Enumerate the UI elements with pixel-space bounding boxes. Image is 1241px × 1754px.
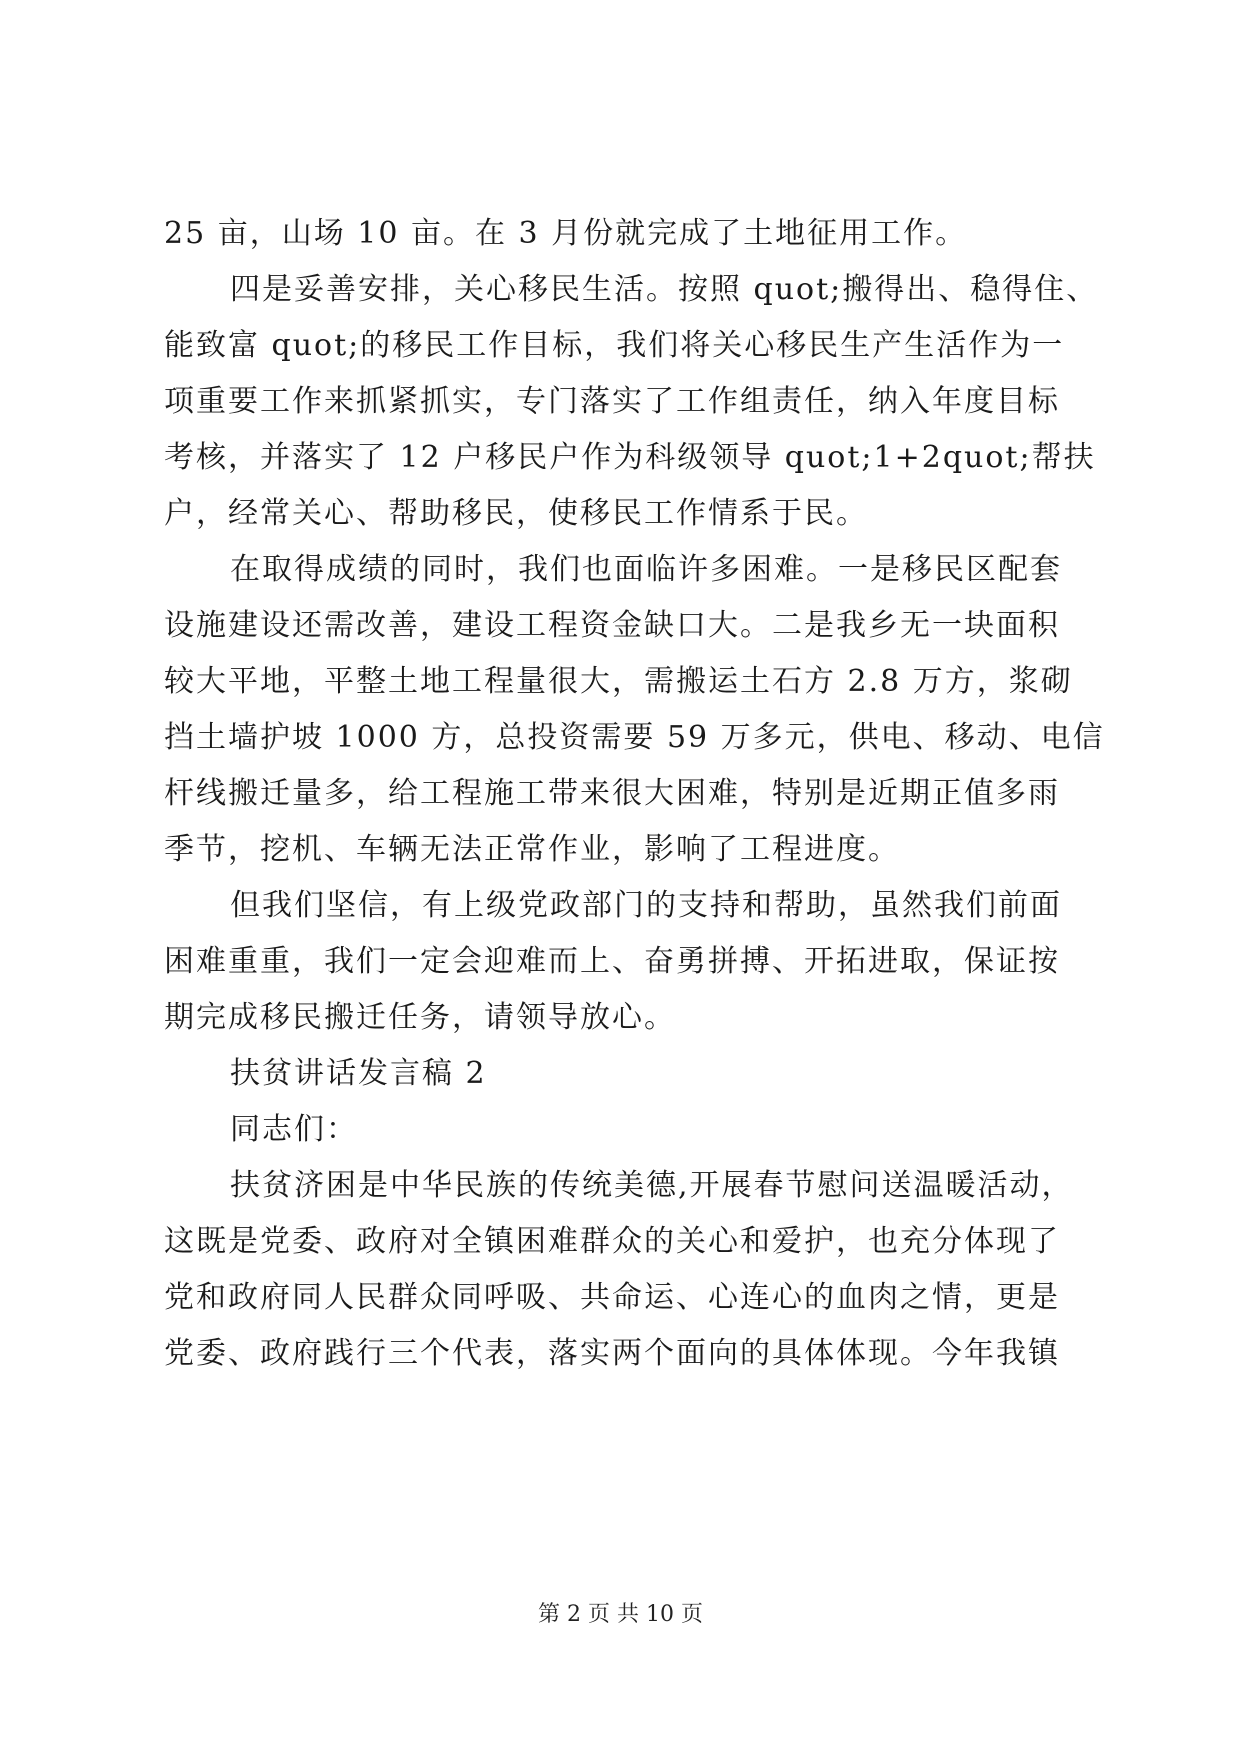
text-line: 项重要工作来抓紧抓实，专门落实了工作组责任，纳入年度目标 (164, 384, 1060, 419)
text-line: 党委、政府践行三个代表，落实两个面向的具体体现。今年我镇 (164, 1336, 1060, 1371)
text-line: 困难重重，我们一定会迎难而上、奋勇拼搏、开拓进取，保证按 (164, 944, 1060, 979)
salutation: 同志们： (230, 1112, 358, 1147)
text-line: 四是妥善安排，关心移民生活。按照 quot;搬得出、稳得住、 (230, 272, 1099, 307)
text-line: 这既是党委、政府对全镇困难群众的关心和爱护，也充分体现了 (164, 1224, 1060, 1259)
text-line: 但我们坚信，有上级党政部门的支持和帮助，虽然我们前面 (230, 888, 1062, 923)
text-line: 考核，并落实了 12 户移民户作为科级领导 quot;1+2quot;帮扶 (164, 440, 1096, 475)
section-heading: 扶贫讲话发言稿 2 (230, 1056, 487, 1091)
text-line: 25 亩，山场 10 亩。在 3 月份就完成了土地征用工作。 (164, 216, 968, 251)
text-line: 杆线搬迁量多，给工程施工带来很大困难，特别是近期正值多雨 (164, 776, 1060, 811)
text-line: 在取得成绩的同时，我们也面临许多困难。一是移民区配套 (230, 552, 1062, 587)
text-line: 较大平地，平整土地工程量很大，需搬运土石方 2.8 万方，浆砌 (164, 664, 1073, 699)
text-line: 党和政府同人民群众同呼吸、共命运、心连心的血肉之情，更是 (164, 1280, 1060, 1315)
text-line: 户，经常关心、帮助移民，使移民工作情系于民。 (164, 496, 868, 531)
text-line: 能致富 quot;的移民工作目标，我们将关心移民生产生活作为一 (164, 328, 1065, 363)
page-number-footer: 第 2 页 共 10 页 (538, 1602, 703, 1627)
text-line: 挡土墙护坡 1000 方，总投资需要 59 万多元，供电、移动、电信 (164, 720, 1105, 755)
text-line: 季节，挖机、车辆无法正常作业，影响了工程进度。 (164, 832, 900, 867)
text-line: 扶贫济困是中华民族的传统美德,开展春节慰问送温暖活动， (230, 1168, 1074, 1203)
text-line: 期完成移民搬迁任务，请领导放心。 (164, 1000, 676, 1035)
text-line: 设施建设还需改善，建设工程资金缺口大。二是我乡无一块面积 (164, 608, 1060, 643)
